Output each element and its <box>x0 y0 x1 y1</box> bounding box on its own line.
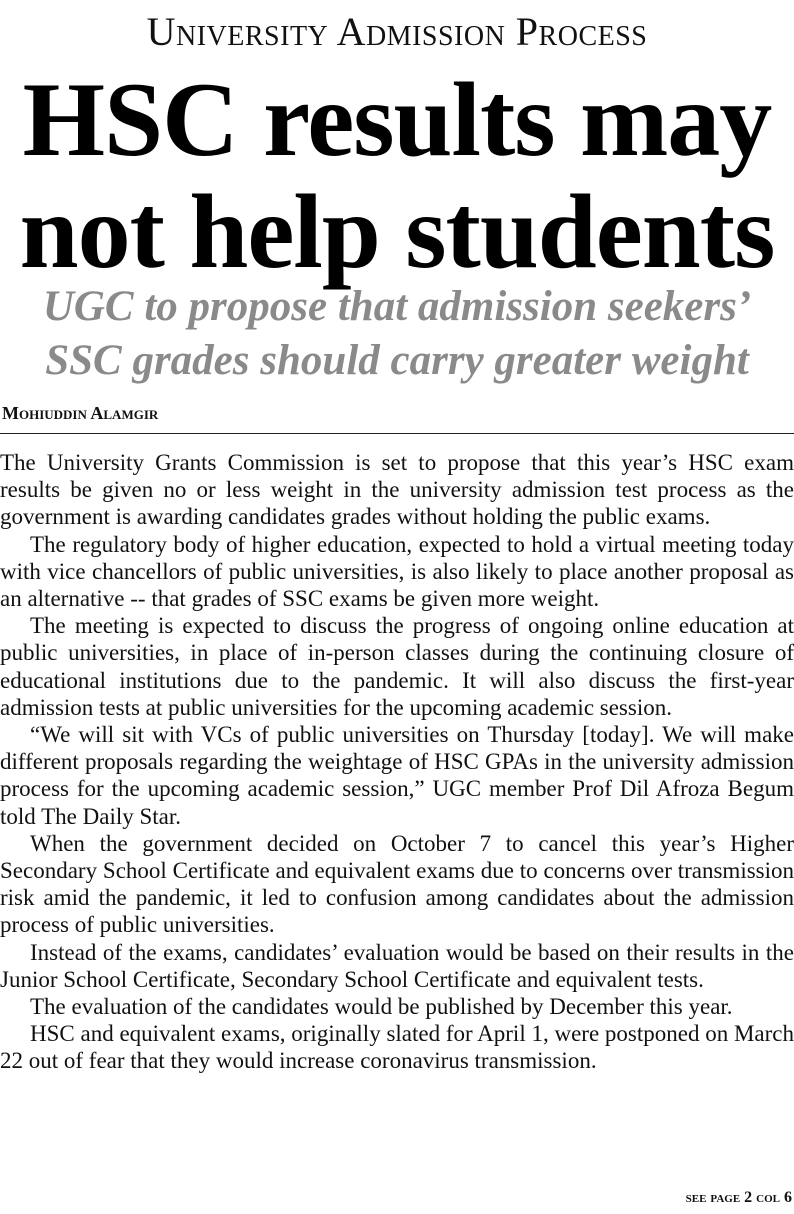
headline-line-2: not help students <box>19 173 775 290</box>
subheadline <box>0 280 794 388</box>
subheadline-line-2: SSC grades should carry greater weight <box>45 337 749 384</box>
headline <box>0 61 794 290</box>
byline-divider <box>0 433 794 434</box>
paragraph: “We will sit with VCs of public universities on Thursday [today]. We will make different proposals regarding the weightage of HSC GPAs in the university admission process for the upcoming academic session,” UGC member Prof Dil Afroza Begum told The Daily Star. <box>0 722 794 829</box>
subheadline-line-1: UGC to propose that admission seekers’ <box>42 283 752 330</box>
byline: Mohiuddin Alamgir <box>2 403 159 423</box>
paragraph: The University Grants Commission is set to propose that this year’s HSC exam results be given no or less weight in the university admission test process as the government is awarding candidates grades without holding the public exams. <box>0 450 794 530</box>
paragraph: The regulatory body of higher education, expected to hold a virtual meeting today with vice chancellors of public universities, is also likely to place another proposal as an alternative -- that grades of SSC exams be given more weight. <box>0 531 794 612</box>
headline-line-1: HSC results may <box>22 61 772 178</box>
continued-jump-line: see page 2 col 6 <box>685 1189 792 1206</box>
paragraph: The evaluation of the candidates would be published by December this year. <box>30 994 733 1020</box>
article-body <box>0 449 794 1075</box>
paragraph: The meeting is expected to discuss the progress of ongoing online education at public universities, in place of in-person classes during the continuing closure of educational institutions due to the pandemic. It will also discuss the first-year admission tests at public universities for the upcoming academic session. <box>0 613 794 720</box>
paragraph: Instead of the exams, candidates’ evaluation would be based on their results in the Junior School Certificate, Secondary School Certificate and equivalent tests. <box>0 939 794 992</box>
paragraph: When the government decided on October 7 to cancel this year’s Higher Secondary School Certificate and equivalent exams due to concerns over transmission risk amid the pandemic, it led to confusion among candidates about the admission process of public universities. <box>0 830 794 938</box>
section-kicker: University Admission Process <box>146 9 648 54</box>
paragraph: HSC and equivalent exams, originally slated for April 1, were postponed on March 22 out of fear that they would increase coronavirus transmission. <box>0 1021 794 1074</box>
